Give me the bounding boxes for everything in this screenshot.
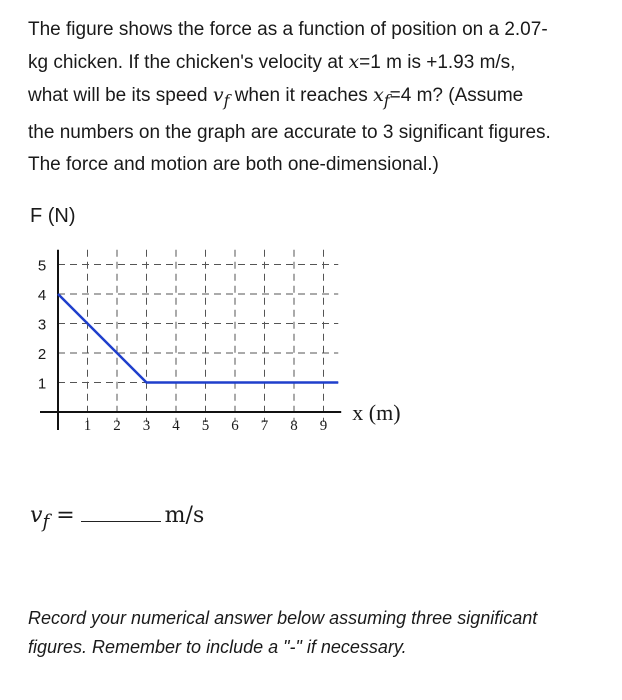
y-tick-label: 2 (37, 346, 47, 363)
final-position-subscript: f (383, 90, 390, 110)
x-tick-label: 1 (83, 418, 92, 434)
answer-unit: m/s (164, 503, 205, 528)
x-tick-label: 2 (113, 418, 121, 434)
x-tick-label: 9 (319, 418, 328, 434)
note-line-1: Record your numerical answer below assuming three significant (28, 608, 538, 628)
graph-series (58, 294, 338, 383)
answer-equals: = (56, 503, 75, 528)
problem-line-5: The force and motion are both one-dimensional.) (28, 153, 439, 175)
x-tick-label: 4 (172, 418, 180, 434)
final-position-variable: x (373, 84, 384, 106)
velocity-variable: v (212, 84, 224, 106)
problem-line-1: The figure shows the force as a function of position on a 2.07- (28, 19, 548, 40)
answer-row (30, 503, 204, 532)
y-tick-label: 1 (37, 375, 47, 393)
y-axis-label: F (N) (30, 205, 76, 227)
y-tick-label: 5 (37, 257, 47, 275)
instruction-note (28, 604, 598, 662)
position-variable: x (348, 51, 360, 73)
answer-subscript: f (42, 511, 50, 533)
problem-line-2-text-a: kg chicken. If the chicken's velocity at (28, 52, 349, 73)
graph-axes (37, 250, 341, 430)
force-curve (58, 294, 338, 383)
x-tick-label: 8 (290, 418, 298, 434)
velocity-subscript: f (223, 90, 230, 110)
x-tick-label: 7 (260, 418, 269, 434)
x-tick-label: 3 (142, 418, 151, 434)
graph-tick-labels (38, 258, 327, 435)
y-tick-label: 4 (37, 287, 47, 304)
x-axis-label: x (m) (352, 400, 401, 425)
problem-line-4: the numbers on the graph are accurate to 3 significant figures. (28, 121, 551, 143)
x-tick-label: 5 (201, 418, 210, 434)
answer-variable: v (30, 503, 43, 528)
problem-line-3-text-a: what will be its speed (28, 85, 213, 106)
problem-line-3-text-b: when it reaches (229, 85, 374, 106)
y-tick-label: 3 (37, 316, 47, 334)
problem-line-2-text-b: =1 m is +1.93 m/s, (359, 52, 516, 73)
answer-blank[interactable] (81, 503, 161, 522)
x-tick-label: 6 (231, 418, 239, 434)
note-line-2: figures. Remember to include a "-" if necessary. (28, 637, 407, 657)
problem-line-3-text-c: =4 m? (Assume (389, 85, 524, 106)
